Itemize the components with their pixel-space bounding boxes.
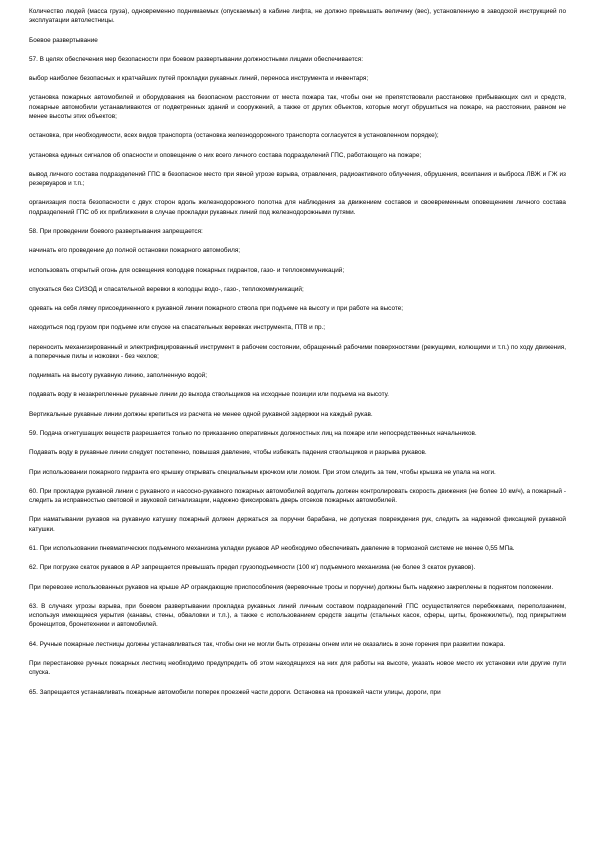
document-page: [29, 7, 566, 707]
paragraph-62: 62. При погрузке скаток рукавов в АР запрещается превышать предел грузоподъемности (100 кг) подъемного механизма (не более 3 скаток рукавов).: [29, 564, 476, 572]
paragraph-61: 61. При использовании пневматических подъемного механизма укладки рукавов АР необходимо обеспечивать давление в тормозной системе не менее 0,55 МПа.: [29, 545, 515, 552]
paragraph-hydrant-cover: При использовании пожарного гидранта его крышку открывать специальным крючком или ломом. При этом следить за тем, чтобы крышка не упала на ноги.: [29, 468, 496, 476]
list-item-prohibited-5: находиться под грузом при подъеме или спуске на спасательных веревках инструмента, ПТВ и пр.;: [29, 324, 326, 332]
paragraph-roof-transport: При перевозке использованных рукавов на крыше АР ограждающие приспособления (веревочные тросы и поручни) должны быть надежно закреплены в поднятом положении.: [29, 583, 554, 591]
list-item-danger-signals: установка единых сигналов об опасности и оповещение о них всего личного состава подразделений ГПС, работающего на пожаре;: [29, 151, 422, 159]
section-heading-combat-deployment: Боевое развертывание: [29, 36, 98, 44]
paragraph-ladder-relocation: При перестановке ручных пожарных лестниц необходимо предупредить об этом находящихся на них для работы на высоте, указать новое место их установки или другие пути спуска.: [29, 659, 566, 677]
paragraph-59: 59. Подача огнетушащих веществ разрешается только по приказанию оперативных должностных лиц на пожаре или непосредственных начальников.: [29, 430, 477, 438]
list-item-safe-routes: выбор наиболее безопасных и кратчайших путей прокладки рукавных линий, переноса инструмента и инвентаря;: [29, 75, 369, 83]
list-item-prohibited-4: одевать на себя лямку присоединенного к рукавной линии пожарного ствола при подъеме на высоту и при работе на высоте;: [29, 305, 404, 313]
paragraph-58: 58. При проведении боевого развертывания запрещается:: [29, 227, 203, 235]
list-item-prohibited-3: спускаться без СИЗОД и спасательной веревки в колодцы водо-, газо-, теплокоммуникаций;: [29, 285, 304, 293]
paragraph-63: 63. В случаях угрозы взрыва, при боевом развертывании прокладка рукавных линий личным составом подразделений ГПС осуществляется перебежками, переползанием, используя имеющиеся укрытия (канавы, стены, обваловки и т.п.), а также с использованием средств защиты (стальных касок, сферы, щиты, бронежилеты), под прикрытием бронещитов, бронетехники и автомобилей.: [29, 602, 566, 629]
paragraph-65: 65. Запрещается устанавливать пожарные автомобили поперек проезжей части дороги. Остановка на проезжей части улицы, дороги, при: [29, 688, 441, 696]
paragraph-lift-load-limit: Количество людей (масса груза), одновременно поднимаемых (опускаемых) в кабине лифта, не должно превышать величину (вес), установленную в заводской инструкцией по эксплуатации автолестницы.: [29, 8, 566, 25]
list-item-evacuate-personnel: вывод личного состава подразделений ГПС в безопасное место при явной угрозе взрыва, отравления, радиоактивного облучения, обрушения, вскипания и выброса ЛВЖ и ГЖ из резервуаров и т.п.;: [29, 170, 566, 188]
paragraph-vertical-hose-lines: Вертикальные рукавные линии должны крепиться из расчета не менее одной рукавной задержки на каждый рукав.: [29, 410, 373, 418]
list-item-prohibited-7: поднимать на высоту рукавную линию, заполненную водой;: [29, 372, 207, 380]
paragraph-hose-reel: При наматывании рукавов на рукавную катушку пожарный должен держаться за поручни барабана, не допуская повреждения рук, следить за надежной фиксацией рукавной катушки.: [29, 516, 566, 533]
list-item-prohibited-8: подавать воду в незакрепленные рукавные линии до выхода ствольщиков на исходные позиции или подъема на высоту.: [29, 391, 389, 399]
paragraph-64: 64. Ручные пожарные лестницы должны устанавливаться так, чтобы они не могли быть отрезаны огнем или не оказались в зоне горения при развитии пожара.: [29, 640, 506, 648]
list-item-prohibited-2: использовать открытый огонь для освещения колодцев пожарных гидрантов, газо- и теплокоммуникаций;: [29, 266, 345, 274]
paragraph-57: 57. В целях обеспечения мер безопасности при боевом развертывании должностными лицами обеспечивается:: [29, 55, 363, 63]
list-item-railway-safety-post: организация поста безопасности с двух сторон вдоль железнодорожного полотна для наблюдения за движением составов и своевременным оповещением личного состава подразделений ГПС об их приближении в случае прокладки рукавных линий под железнодорожными путями.: [29, 199, 566, 216]
paragraph-60: 60. При прокладке рукавной линии с рукавного и насосно-рукавного пожарных автомобилей водитель должен контролировать скорость движения (не более 10 км/ч), а пожарный - следить за исправностью световой и звуковой сигнализации, надежно фиксировать дверь отсеков пожарных автомобилей.: [29, 487, 566, 505]
list-item-prohibited-6: переносить механизированный и электрифицированный инструмент в рабочем состоянии, обращенный рабочими поверхностями (режущими, колющими и т.п.) по ходу движения, а поперечные пилы и ножовки - без чехлов;: [29, 343, 566, 360]
paragraph-water-supply: Подавать воду в рукавные линии следует постепенно, повышая давление, чтобы избежать падения ствольщиков и разрыва рукавов.: [29, 449, 427, 457]
list-item-vehicle-placement: установка пожарных автомобилей и оборудования на безопасном расстоянии от места пожара так, чтобы они не препятствовали расстановке прибывающих сил и средств, пожарные автомобили устанавливаются от подветренных зданий и сооружений, а также от других объектов, которые могут обрушиться на пожаре, на расстоянии, равном не менее высоты этих объектов;: [29, 94, 566, 120]
list-item-stop-transport: остановка, при необходимости, всех видов транспорта (остановка железнодорожного транспорта согласуется в установленном порядке);: [29, 132, 439, 140]
list-item-prohibited-1: начинать его проведение до полной остановки пожарного автомобиля;: [29, 247, 241, 255]
